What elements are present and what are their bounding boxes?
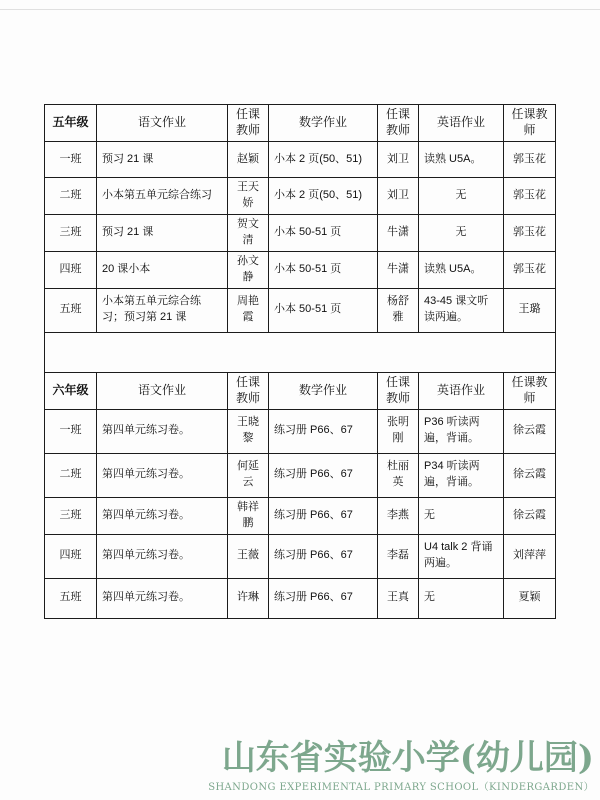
math-teacher-cell: 张明刚 bbox=[378, 409, 419, 453]
english-homework-cell: 无 bbox=[419, 178, 504, 215]
column-header-chinese-homework: 语文作业 bbox=[97, 105, 228, 142]
class-cell: 四班 bbox=[45, 251, 97, 288]
english-teacher-cell: 郭玉花 bbox=[504, 214, 556, 251]
english-homework-cell: 无 bbox=[419, 497, 504, 534]
column-header-english-teacher: 任课教师 bbox=[504, 105, 556, 142]
english-homework-cell: 无 bbox=[419, 578, 504, 618]
chinese-teacher-cell: 王薇 bbox=[228, 534, 269, 578]
math-teacher-cell: 李磊 bbox=[378, 534, 419, 578]
table-row bbox=[45, 497, 556, 534]
column-header-chinese-teacher: 任课教师 bbox=[228, 105, 269, 142]
english-homework-cell: P36 听读两遍，背诵。 bbox=[419, 409, 504, 453]
english-homework-cell: 读熟 U5A。 bbox=[419, 251, 504, 288]
grade-label: 五年级 bbox=[45, 105, 97, 142]
column-header-math-homework: 数学作业 bbox=[269, 105, 378, 142]
english-teacher-cell: 刘萍萍 bbox=[504, 534, 556, 578]
table-row bbox=[45, 578, 556, 618]
class-cell: 三班 bbox=[45, 214, 97, 251]
math-homework-cell: 练习册 P66、67 bbox=[269, 409, 378, 453]
table-row bbox=[45, 142, 556, 178]
chinese-teacher-cell: 王天娇 bbox=[228, 178, 269, 215]
math-teacher-cell: 牛潇 bbox=[378, 214, 419, 251]
grade-label: 六年级 bbox=[45, 372, 97, 409]
english-teacher-cell: 徐云霞 bbox=[504, 497, 556, 534]
chinese-teacher-cell: 孙文静 bbox=[228, 251, 269, 288]
class-cell: 一班 bbox=[45, 409, 97, 453]
chinese-homework-cell: 小本第五单元综合练习 bbox=[97, 178, 228, 215]
table-row bbox=[45, 534, 556, 578]
math-teacher-cell: 杜丽英 bbox=[378, 453, 419, 497]
column-header-chinese-teacher: 任课教师 bbox=[228, 372, 269, 409]
english-teacher-cell: 王璐 bbox=[504, 288, 556, 332]
chinese-homework-cell: 预习 21 课 bbox=[97, 214, 228, 251]
english-homework-cell: 43-45 课文听读两遍。 bbox=[419, 288, 504, 332]
chinese-teacher-cell: 周艳霞 bbox=[228, 288, 269, 332]
school-name-english: SHANDONG EXPERIMENTAL PRIMARY SCHOOL（KINDERGARDEN） bbox=[208, 782, 594, 794]
class-cell: 三班 bbox=[45, 497, 97, 534]
column-header-math-teacher: 任课教师 bbox=[378, 105, 419, 142]
class-cell: 四班 bbox=[45, 534, 97, 578]
math-homework-cell: 小本 50-51 页 bbox=[269, 251, 378, 288]
english-teacher-cell: 郭玉花 bbox=[504, 251, 556, 288]
english-homework-cell: P34 听读两遍，背诵。 bbox=[419, 453, 504, 497]
table-row bbox=[45, 251, 556, 288]
english-homework-cell: 无 bbox=[419, 214, 504, 251]
column-header-math-teacher: 任课教师 bbox=[378, 372, 419, 409]
math-teacher-cell: 王真 bbox=[378, 578, 419, 618]
english-teacher-cell: 郭玉花 bbox=[504, 142, 556, 178]
chinese-teacher-cell: 韩祥鹏 bbox=[228, 497, 269, 534]
math-homework-cell: 练习册 P66、67 bbox=[269, 497, 378, 534]
school-name-chinese: 山东省实验小学(幼儿园) bbox=[221, 738, 594, 778]
spacer-row bbox=[45, 332, 556, 372]
english-teacher-cell: 夏颖 bbox=[504, 578, 556, 618]
column-header-english-homework: 英语作业 bbox=[419, 105, 504, 142]
math-teacher-cell: 刘卫 bbox=[378, 178, 419, 215]
chinese-homework-cell: 20 课小本 bbox=[97, 251, 228, 288]
english-teacher-cell: 郭玉花 bbox=[504, 178, 556, 215]
table-row bbox=[45, 409, 556, 453]
table-row bbox=[45, 214, 556, 251]
chinese-teacher-cell: 许琳 bbox=[228, 578, 269, 618]
class-cell: 一班 bbox=[45, 142, 97, 178]
math-homework-cell: 练习册 P66、67 bbox=[269, 453, 378, 497]
chinese-homework-cell: 第四单元练习卷。 bbox=[97, 453, 228, 497]
photo-top-edge bbox=[0, 9, 600, 10]
class-cell: 五班 bbox=[45, 288, 97, 332]
math-teacher-cell: 牛潇 bbox=[378, 251, 419, 288]
chinese-teacher-cell: 王晓黎 bbox=[228, 409, 269, 453]
class-cell: 五班 bbox=[45, 578, 97, 618]
grade6-header-row bbox=[45, 372, 556, 409]
table-row bbox=[45, 288, 556, 332]
english-teacher-cell: 徐云霞 bbox=[504, 453, 556, 497]
column-header-math-homework: 数学作业 bbox=[269, 372, 378, 409]
chinese-homework-cell: 小本第五单元综合练习；预习第 21 课 bbox=[97, 288, 228, 332]
math-teacher-cell: 杨舒雅 bbox=[378, 288, 419, 332]
chinese-homework-cell: 第四单元练习卷。 bbox=[97, 534, 228, 578]
class-cell: 二班 bbox=[45, 178, 97, 215]
math-homework-cell: 小本 2 页(50、51) bbox=[269, 142, 378, 178]
english-homework-cell: U4 talk 2 背诵两遍。 bbox=[419, 534, 504, 578]
column-header-english-homework: 英语作业 bbox=[419, 372, 504, 409]
homework-table bbox=[44, 104, 556, 619]
math-homework-cell: 练习册 P66、67 bbox=[269, 578, 378, 618]
math-homework-cell: 练习册 P66、67 bbox=[269, 534, 378, 578]
column-header-chinese-homework: 语文作业 bbox=[97, 372, 228, 409]
chinese-homework-cell: 第四单元练习卷。 bbox=[97, 578, 228, 618]
class-cell: 二班 bbox=[45, 453, 97, 497]
math-homework-cell: 小本 50-51 页 bbox=[269, 288, 378, 332]
math-teacher-cell: 刘卫 bbox=[378, 142, 419, 178]
table-row bbox=[45, 178, 556, 215]
chinese-homework-cell: 第四单元练习卷。 bbox=[97, 409, 228, 453]
math-teacher-cell: 李燕 bbox=[378, 497, 419, 534]
chinese-homework-cell: 第四单元练习卷。 bbox=[97, 497, 228, 534]
school-logo bbox=[208, 740, 594, 793]
chinese-teacher-cell: 贺文清 bbox=[228, 214, 269, 251]
table-row bbox=[45, 453, 556, 497]
english-homework-cell: 读熟 U5A。 bbox=[419, 142, 504, 178]
math-homework-cell: 小本 50-51 页 bbox=[269, 214, 378, 251]
english-teacher-cell: 徐云霞 bbox=[504, 409, 556, 453]
spacer-cell bbox=[45, 332, 556, 372]
chinese-teacher-cell: 何延云 bbox=[228, 453, 269, 497]
math-homework-cell: 小本 2 页(50、51) bbox=[269, 178, 378, 215]
chinese-teacher-cell: 赵颖 bbox=[228, 142, 269, 178]
column-header-english-teacher: 任课教师 bbox=[504, 372, 556, 409]
grade5-header-row bbox=[45, 105, 556, 142]
chinese-homework-cell: 预习 21 课 bbox=[97, 142, 228, 178]
